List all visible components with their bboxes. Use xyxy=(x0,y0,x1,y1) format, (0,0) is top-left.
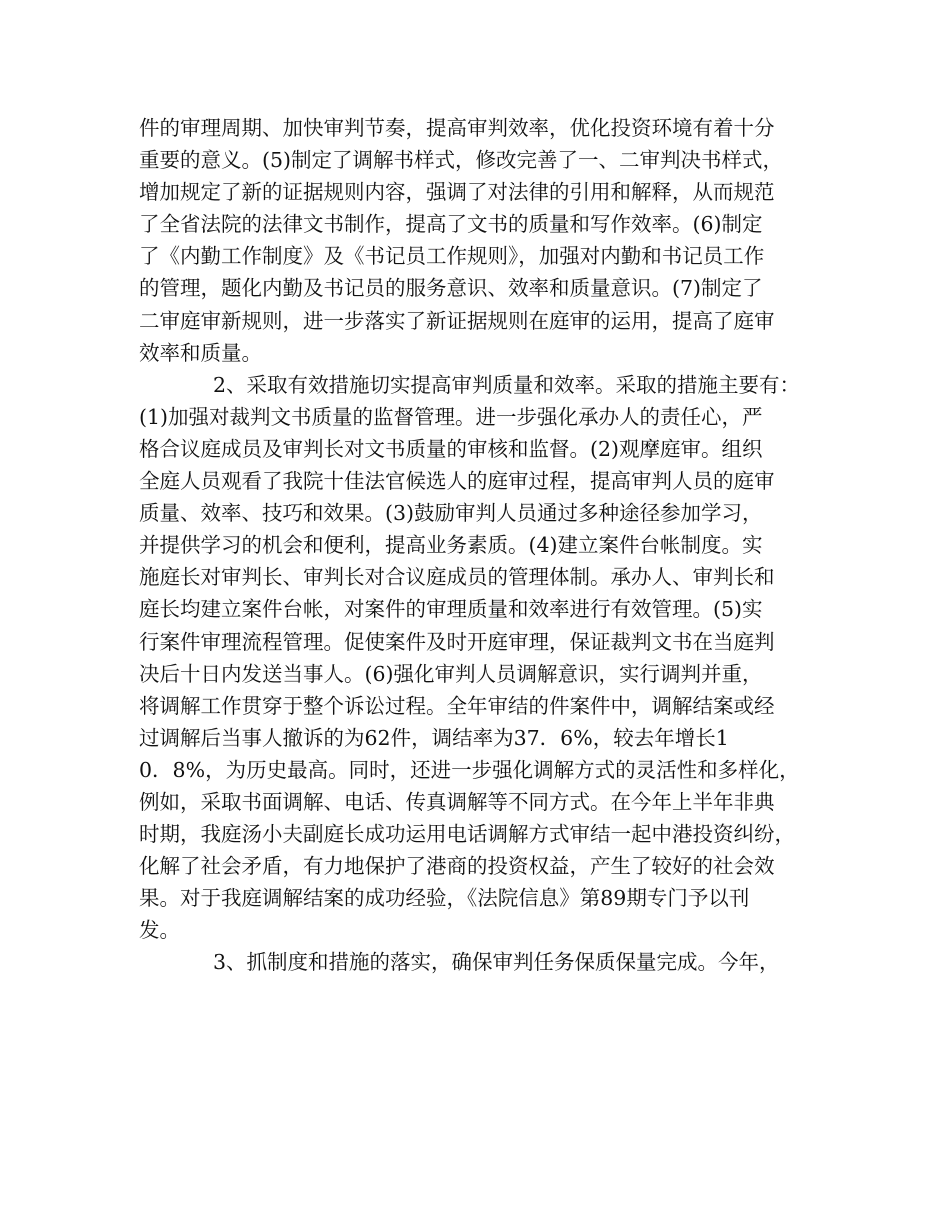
text-line: 过调解后当事人撤诉的为62件，调结率为37．6%，较去年增长1 xyxy=(139,725,729,750)
text-line: 二审庭审新规则，进一步落实了新证据规则在庭审的运用，提高了庭审 xyxy=(139,308,775,333)
text-line: 化解了社会矛盾，有力地保护了港商的投资权益，产生了较好的社会效 xyxy=(139,854,775,879)
text-line: 重要的意义。(5)制定了调解书样式，修改完善了一、二审判决书样式， xyxy=(139,148,784,173)
text-line: 施庭长对审判长、审判长对合议庭成员的管理体制。承办人、审判长和 xyxy=(139,565,775,590)
text-line: 的管理，题化内勤及书记员的服务意识、效率和质量意识。(7)制定了 xyxy=(139,276,763,301)
text-line: 效率和质量。 xyxy=(139,340,262,365)
text-line: 并提供学习的机会和便利，提高业务素质。(4)建立案件台帐制度。实 xyxy=(139,533,763,558)
text-line: 格合议庭成员及审判长对文书质量的审核和监督。(2)观摩庭审。组织 xyxy=(139,436,763,461)
text-line: 将调解工作贯穿于整个诉讼过程。全年审结的件案件中，调解结案或经 xyxy=(139,693,775,718)
text-line: 质量、效率、技巧和效果。(3)鼓励审判人员通过多种途径参加学习， xyxy=(139,501,763,526)
body-text xyxy=(139,112,829,979)
text-line: 增加规定了新的证据规则内容，强调了对法律的引用和解释，从而规范 xyxy=(139,180,775,205)
text-line: 了《内勤工作制度》及《书记员工作规则》，加强对内勤和书记员工作 xyxy=(139,244,765,269)
text-line: (1)加强对裁判文书质量的监督管理。进一步强化承办人的责任心，严 xyxy=(139,404,763,429)
text-line: 果。对于我庭调解结案的成功经验，《法院信息》第89期专门予以刊 xyxy=(139,886,750,911)
text-line: 件的审理周期、加快审判节奏，提高审判效率，优化投资环境有着十分 xyxy=(139,116,775,140)
text-line: 全庭人员观看了我院十佳法官候选人的庭审过程，提高审判人员的庭审 xyxy=(139,469,775,494)
text-line: 庭长均建立案件台帐，对案件的审理质量和效率进行有效管理。(5)实 xyxy=(139,597,763,622)
paragraph-heading-line: 2、采取有效措施切实提高审判质量和效率。采取的措施主要有： xyxy=(213,372,801,397)
text-line: 了全省法院的法律文书制作，提高了文书的质量和写作效率。(6)制定 xyxy=(139,212,763,237)
text-line: 行案件审理流程管理。促使案件及时开庭审理，保证裁判文书在当庭判 xyxy=(139,629,775,654)
text-line: 0．8%，为历史最高。同时，还进一步强化调解方式的灵活性和多样化， xyxy=(139,757,800,782)
text-line: 发。 xyxy=(139,918,180,943)
text-line: 决后十日内发送当事人。(6)强化审判人员调解意识，实行调判并重， xyxy=(139,661,763,686)
paragraph-heading-line: 3、抓制度和措施的落实，确保审判任务保质保量完成。今年， xyxy=(213,950,780,975)
text-line: 时期，我庭汤小夫副庭长成功运用电话调解方式审结一起中港投资纠纷， xyxy=(139,822,795,847)
text-line: 例如，采取书面调解、电话、传真调解等不同方式。在今年上半年非典 xyxy=(139,789,775,814)
